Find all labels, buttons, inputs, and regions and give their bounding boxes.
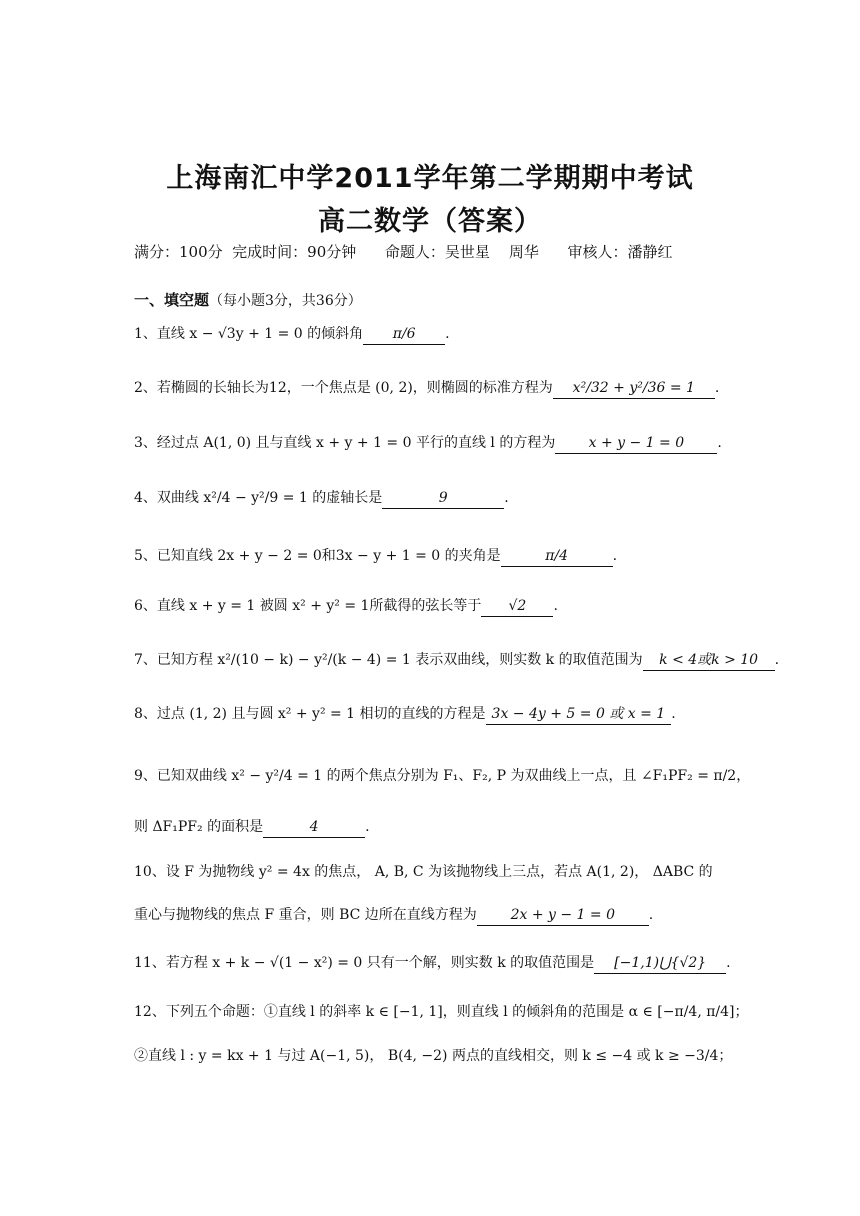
section-title: 一、填空题 — [134, 291, 210, 309]
question-end: . — [612, 548, 618, 564]
exam-meta: 满分：100分 完成时间：90分钟 命题人：吴世星 周华 审核人：潘静红 — [134, 243, 673, 261]
answer-blank: [−1,1)⋃{√2} — [594, 953, 726, 974]
question-text: ②直线 l : y = kx + 1 与过 A(−1, 5)， B(4, −2) 两点的直线相交，则 k ≤ −4 或 k ≥ −3/4； — [134, 1048, 733, 1064]
section-heading — [134, 289, 362, 310]
question-end: . — [504, 490, 509, 506]
question-11 — [134, 953, 731, 974]
question-text: 则 ΔF₁PF₂ 的面积是 — [134, 819, 264, 835]
question-7 — [134, 650, 779, 671]
question-10-continued — [134, 905, 653, 926]
question-text: 4、双曲线 x²/4 − y²/9 = 1 的虚轴长是 — [134, 490, 383, 506]
question-text: 2、若椭圆的长轴长为12，一个焦点是 (0, 2)，则椭圆的标准方程为 — [134, 380, 553, 396]
question-end: . — [445, 326, 450, 342]
exam-subtitle: 高二数学（答案） — [318, 206, 542, 237]
question-2 — [134, 378, 719, 399]
question-end: . — [714, 380, 720, 396]
question-end: . — [726, 955, 731, 971]
answer-blank: 2x + y − 1 = 0 — [477, 905, 649, 926]
question-12-item-2 — [134, 1046, 732, 1066]
question-12 — [134, 1002, 749, 1022]
question-text: 9、已知双曲线 x² − y²/4 = 1 的两个焦点分别为 F₁、F₂, P 为双曲线上一点，且 ∠F₁PF₂ = π/2， — [134, 768, 751, 784]
exam-title: 上海南汇中学2011学年第二学期期中考试 — [166, 163, 694, 194]
question-end: . — [553, 598, 558, 614]
question-4 — [134, 488, 509, 509]
answer-blank: 3x − 4y + 5 = 0 或 x = 1 — [486, 704, 672, 725]
question-text: 10、设 F 为抛物线 y² = 4x 的焦点， A, B, C 为该抛物线上三点，若点 A(1, 2)， ΔABC 的 — [134, 864, 713, 880]
question-3 — [134, 433, 722, 454]
question-9-continued — [134, 817, 370, 838]
answer-blank: π/6 — [363, 324, 445, 345]
answer-blank: √2 — [481, 596, 553, 617]
question-5 — [134, 546, 617, 567]
question-end: . — [365, 819, 370, 835]
answer-blank: k < 4或k > 10 — [643, 650, 775, 671]
question-end: . — [648, 907, 654, 923]
question-text: 8、过点 (1, 2) 且与圆 x² + y² = 1 相切的直线的方程是 — [134, 706, 486, 722]
answer-blank: 9 — [382, 488, 504, 509]
question-text: 1、直线 x − √3y + 1 = 0 的倾斜角 — [134, 326, 364, 342]
question-8 — [134, 704, 676, 725]
question-10 — [134, 862, 713, 882]
question-1 — [134, 324, 450, 345]
answer-blank: x + y − 1 = 0 — [555, 433, 717, 454]
question-end: . — [717, 435, 722, 451]
answer-blank: 4 — [263, 817, 365, 838]
question-text: 11、若方程 x + k − √(1 − x²) = 0 只有一个解，则实数 k 的取值范围是 — [134, 955, 595, 971]
question-text: 12、下列五个命题：①直线 l 的斜率 k ∈ [−1, 1]，则直线 l 的倾斜角的范围是 α ∈ [−π/4, π/4]； — [134, 1004, 749, 1020]
answer-blank: π/4 — [501, 546, 613, 567]
question-text: 3、经过点 A(1, 0) 且与直线 x + y + 1 = 0 平行的直线 l 的方程为 — [134, 435, 556, 451]
question-6 — [134, 596, 558, 617]
section-note: （每小题3分，共36分） — [209, 293, 362, 309]
answer-blank: x²/32 + y²/36 = 1 — [553, 378, 715, 399]
question-9 — [134, 766, 750, 786]
question-end: . — [671, 706, 676, 722]
question-text: 5、已知直线 2x + y − 2 = 0和3x − y + 1 = 0 的夹角是 — [134, 548, 501, 564]
question-text: 重心与抛物线的焦点 F 重合，则 BC 边所在直线方程为 — [134, 907, 477, 923]
question-end: . — [774, 652, 780, 668]
question-text: 6、直线 x + y = 1 被圆 x² + y² = 1所截得的弦长等于 — [134, 598, 482, 614]
question-text: 7、已知方程 x²/(10 − k) − y²/(k − 4) = 1 表示双曲线，则实数 k 的取值范围为 — [134, 652, 643, 668]
